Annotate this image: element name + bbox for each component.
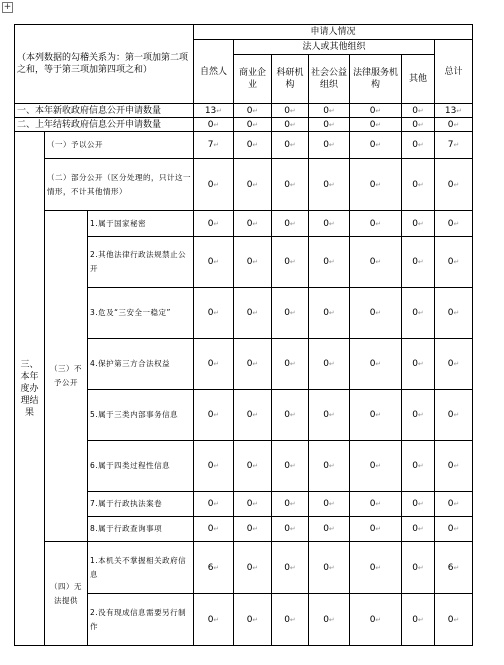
cell: 0 ↵ — [402, 542, 435, 594]
cell: 0 ↵ — [272, 104, 309, 118]
cell: 0 ↵ — [350, 390, 402, 441]
row-label-carryover: 二、上年结转政府信息公开申请数量 — [15, 118, 194, 132]
header-note: （本列数据的勾稽关系为：第一项加第二项之和，等于第三项加第四项之和） — [15, 25, 194, 104]
cell: 0 ↵ — [234, 159, 272, 211]
cell: 0 ↵ — [309, 492, 350, 517]
cell: 0 ↵ — [234, 594, 272, 646]
header-legal-service: 法律服务机构 — [350, 55, 402, 104]
row-label-reason: 3.危及“三安全一稳定” — [88, 288, 194, 339]
cell: 0 ↵ — [309, 104, 350, 118]
cell: 0 ↵ — [234, 339, 272, 390]
row-label-reason: 4.保护第三方合法权益 — [88, 339, 194, 390]
cell: 0 ↵ — [435, 594, 473, 646]
row-label-new: 一、本年新收政府信息公开申请数量 — [15, 104, 194, 118]
cell: 0 ↵ — [402, 390, 435, 441]
cell: 0 ↵ — [194, 237, 234, 288]
row-label-not-disclosed: （三）不予公开 — [45, 211, 88, 542]
cell: 0 ↵ — [435, 118, 473, 132]
cell: 7 ↵ — [194, 132, 234, 159]
cell: 0 ↵ — [309, 237, 350, 288]
table-move-handle-icon[interactable]: + — [3, 2, 12, 12]
header-business: 商业企业 — [234, 55, 272, 104]
cell: 0 ↵ — [272, 339, 309, 390]
cell: 0 ↵ — [309, 159, 350, 211]
cell: 0 ↵ — [435, 339, 473, 390]
cell: 0 ↵ — [309, 118, 350, 132]
cell: 0 ↵ — [272, 288, 309, 339]
cell: 0 ↵ — [272, 517, 309, 542]
cell: 0 ↵ — [402, 594, 435, 646]
cell: 0 ↵ — [435, 517, 473, 542]
row-label-reason: 5.属于三类内部事务信息 — [88, 390, 194, 441]
cell: 0 ↵ — [272, 159, 309, 211]
cell: 0 ↵ — [272, 542, 309, 594]
cell: 0 ↵ — [234, 492, 272, 517]
cell: 0 ↵ — [234, 104, 272, 118]
cell: 0 ↵ — [435, 492, 473, 517]
cell: 0 ↵ — [402, 492, 435, 517]
cell: 0 ↵ — [350, 159, 402, 211]
cell: 0 ↵ — [309, 517, 350, 542]
cell: 0 ↵ — [350, 517, 402, 542]
cell: 0 ↵ — [402, 339, 435, 390]
header-legal-entity: 法人或其他组织 — [234, 40, 435, 55]
cell: 0 ↵ — [435, 211, 473, 237]
cell: 0 ↵ — [402, 288, 435, 339]
cell: 0 ↵ — [402, 159, 435, 211]
cell: 0 ↵ — [234, 390, 272, 441]
cell: 0 ↵ — [350, 104, 402, 118]
cell: 0 ↵ — [350, 441, 402, 492]
cell: 0 ↵ — [350, 288, 402, 339]
cell: 6 ↵ — [194, 542, 234, 594]
cell: 0 ↵ — [435, 237, 473, 288]
header-total: 总计 — [435, 40, 473, 104]
cell: 0 ↵ — [194, 594, 234, 646]
cell: 7 ↵ — [435, 132, 473, 159]
cell: 0 ↵ — [350, 594, 402, 646]
cell: 0 ↵ — [309, 288, 350, 339]
cell: 13 ↵ — [435, 104, 473, 118]
cell: 0 ↵ — [435, 390, 473, 441]
cell: 0 ↵ — [402, 132, 435, 159]
row-label-reason: 2.其他法律行政法规禁止公开 — [88, 237, 194, 288]
row-label-reason: 8.属于行政查询事项 — [88, 517, 194, 542]
row-label-results: 三、本年度办理结果 — [15, 132, 45, 646]
disclosure-stats-table — [14, 24, 473, 646]
cell: 0 ↵ — [350, 542, 402, 594]
cell: 0 ↵ — [350, 237, 402, 288]
cell: 0 ↵ — [234, 132, 272, 159]
cell: 0 ↵ — [194, 159, 234, 211]
row-label-reason: 6.属于四类过程性信息 — [88, 441, 194, 492]
cell: 0 ↵ — [234, 542, 272, 594]
cell: 0 ↵ — [272, 132, 309, 159]
cell: 0 ↵ — [234, 211, 272, 237]
cell: 0 ↵ — [194, 492, 234, 517]
cell: 0 ↵ — [309, 339, 350, 390]
cell: 0 ↵ — [234, 237, 272, 288]
cell: 0 ↵ — [350, 492, 402, 517]
cell: 0 ↵ — [194, 517, 234, 542]
cell: 0 ↵ — [402, 118, 435, 132]
cell: 0 ↵ — [234, 118, 272, 132]
cell: 0 ↵ — [309, 132, 350, 159]
cell: 0 ↵ — [234, 288, 272, 339]
cell: 13 ↵ — [194, 104, 234, 118]
cell: 0 ↵ — [272, 594, 309, 646]
cell: 0 ↵ — [309, 441, 350, 492]
cell: 0 ↵ — [350, 339, 402, 390]
cell: 0 ↵ — [435, 288, 473, 339]
cell: 0 ↵ — [402, 211, 435, 237]
cell: 0 ↵ — [350, 211, 402, 237]
cell: 0 ↵ — [350, 118, 402, 132]
cell: 0 ↵ — [309, 390, 350, 441]
cell: 0 ↵ — [234, 441, 272, 492]
row-label-unable: （四）无法提供 — [45, 542, 88, 646]
header-public-welfare: 社会公益组织 — [309, 55, 350, 104]
cell: 0 ↵ — [402, 237, 435, 288]
cell: 0 ↵ — [194, 211, 234, 237]
cell: 0 ↵ — [194, 441, 234, 492]
row-label-reason: 7.属于行政执法案卷 — [88, 492, 194, 517]
cell: 0 ↵ — [194, 118, 234, 132]
cell: 0 ↵ — [435, 441, 473, 492]
cell: 0 ↵ — [272, 211, 309, 237]
cell: 0 ↵ — [234, 517, 272, 542]
row-label-reason: 1.本机关不掌握相关政府信息 — [88, 542, 194, 594]
cell: 0 ↵ — [272, 118, 309, 132]
cell: 0 ↵ — [272, 441, 309, 492]
cell: 0 ↵ — [194, 288, 234, 339]
row-label-reason: 2.没有现成信息需要另行制作 — [88, 594, 194, 646]
row-label-partial: （二）部分公开（区分处理的，只计这一情形，不计其他情形） — [45, 159, 194, 211]
row-label-reason: 1.属于国家秘密 — [88, 211, 194, 237]
cell: 0 ↵ — [194, 339, 234, 390]
cell: 0 ↵ — [194, 390, 234, 441]
row-label-disclosed: （一）予以公开 — [45, 132, 194, 159]
cell: 6 ↵ — [435, 542, 473, 594]
cell: 0 ↵ — [272, 390, 309, 441]
cell: 0 ↵ — [309, 211, 350, 237]
header-research: 科研机构 — [272, 55, 309, 104]
cell: 0 ↵ — [272, 237, 309, 288]
cell: 0 ↵ — [402, 517, 435, 542]
cell: 0 ↵ — [350, 132, 402, 159]
header-applicant-status: 申请人情况 — [194, 25, 473, 40]
cell: 0 ↵ — [309, 542, 350, 594]
header-other: 其他 — [402, 55, 435, 104]
cell: 0 ↵ — [272, 492, 309, 517]
cell: 0 ↵ — [402, 441, 435, 492]
header-natural-person: 自然人 — [194, 40, 234, 104]
cell: 0 ↵ — [435, 159, 473, 211]
cell: 0 ↵ — [309, 594, 350, 646]
cell: 0 ↵ — [402, 104, 435, 118]
